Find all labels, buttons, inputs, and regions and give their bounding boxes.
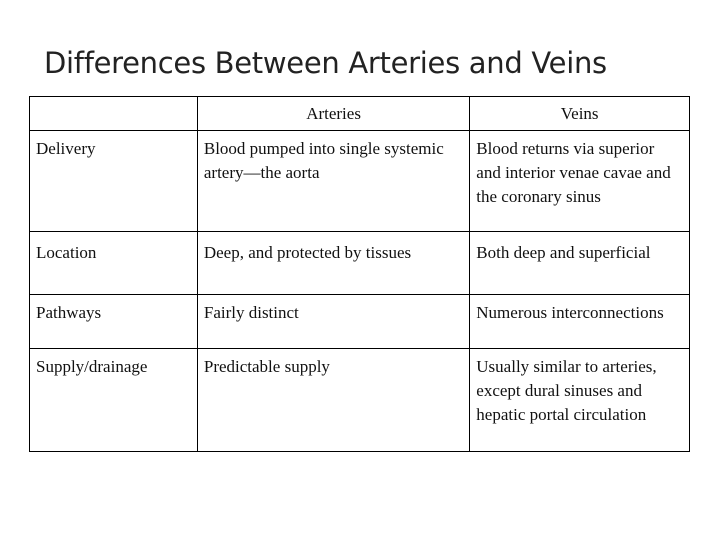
- header-veins: Veins: [470, 97, 690, 131]
- veins-cell: Both deep and superficial: [470, 232, 690, 295]
- arteries-cell: Deep, and protected by tissues: [197, 232, 469, 295]
- veins-cell: Usually similar to arteries, except dural sinuses and hepatic portal circulation: [470, 349, 690, 452]
- header-arteries: Arteries: [197, 97, 469, 131]
- table-row-supply-drainage: [30, 349, 690, 452]
- header-empty-cell: [30, 97, 198, 131]
- table-row-location: [30, 232, 690, 295]
- row-label: Location: [30, 232, 198, 295]
- row-label: Pathways: [30, 295, 198, 349]
- arteries-cell: Fairly distinct: [197, 295, 469, 349]
- table-header-row: [30, 97, 690, 131]
- row-label: Delivery: [30, 131, 198, 232]
- veins-cell: Blood returns via superior and interior venae cavae and the coronary sinus: [470, 131, 690, 232]
- veins-cell: Numerous interconnections: [470, 295, 690, 349]
- row-label: Supply/drainage: [30, 349, 198, 452]
- arteries-cell: Blood pumped into single systemic artery—the aorta: [197, 131, 469, 232]
- slide-title: Differences Between Arteries and Veins: [44, 46, 607, 80]
- table-row-pathways: [30, 295, 690, 349]
- table-row-delivery: [30, 131, 690, 232]
- arteries-cell: Predictable supply: [197, 349, 469, 452]
- comparison-table: [29, 96, 690, 452]
